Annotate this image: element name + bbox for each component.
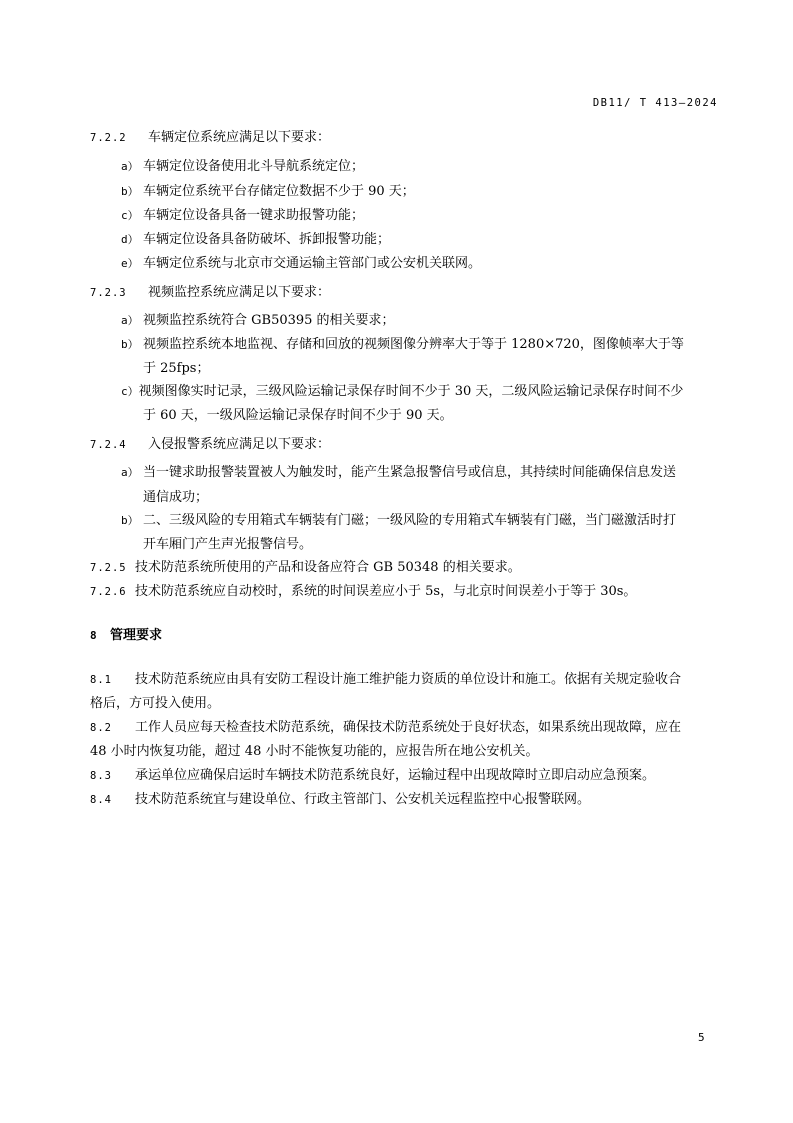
page-number: 5	[698, 1031, 705, 1044]
clause-text: 视频监控系统应满足以下要求：	[148, 285, 331, 300]
clause-8-4	[90, 788, 590, 807]
clause-text-continuation: 格后，方可投入使用。	[90, 696, 221, 711]
section-heading-8	[90, 624, 162, 643]
clause-7-2-4	[90, 433, 330, 452]
item-text: 车辆定位系统与北京市交通运输主管部门或公安机关联网。	[143, 256, 482, 271]
item-label: b）	[121, 514, 139, 527]
clause-text: 技术防范系统应由具有安防工程设计施工维护能力资质的单位设计和施工。依据有关规定验收合	[135, 672, 682, 687]
list-item	[121, 252, 481, 271]
clause-text: 技术防范系统所使用的产品和设备应符合 GB 50348 的相关要求。	[135, 560, 521, 575]
item-text: 车辆定位系统平台存储定位数据不少于 90 天；	[143, 184, 415, 199]
clause-text: 入侵报警系统应满足以下要求：	[148, 437, 331, 452]
item-label: d）	[121, 233, 139, 246]
clause-number: 8.4	[90, 794, 112, 806]
clause-8-1	[90, 668, 681, 687]
list-item	[121, 180, 415, 199]
item-text: 车辆定位设备具备一键求助报警功能；	[143, 208, 365, 223]
list-item	[121, 333, 684, 352]
list-item	[121, 155, 364, 174]
clause-number: 8.1	[90, 674, 112, 686]
clause-number: 8.3	[90, 770, 112, 782]
clause-8-2	[90, 716, 681, 735]
section-number: 8	[90, 629, 97, 642]
section-title: 管理要求	[110, 628, 163, 643]
clause-number: 8.2	[90, 722, 112, 734]
list-item	[121, 309, 395, 328]
clause-number: 7.2.4	[90, 439, 127, 451]
item-label: c）	[121, 209, 139, 222]
item-text-continuation: 通信成功；	[143, 490, 209, 505]
item-label: a）	[121, 160, 139, 173]
item-text-continuation: 于 60 天，一级风险运输记录保存时间不少于 90 天。	[143, 408, 453, 423]
item-label: e）	[121, 257, 139, 270]
clause-text-continuation: 48 小时内恢复功能，超过 48 小时不能恢复功能的，应报告所在地公安机关。	[90, 744, 539, 759]
clause-text: 承运单位应确保启运时车辆技术防范系统良好，运输过程中出现故障时立即启动应急预案。	[135, 768, 656, 783]
clause-text: 技术防范系统宜与建设单位、行政主管部门、公安机关远程监控中心报警联网。	[135, 792, 591, 807]
item-text-continuation: 开车厢门产生声光报警信号。	[143, 537, 313, 552]
item-text: 车辆定位设备具备防破坏、拆卸报警功能；	[143, 232, 391, 247]
list-item	[121, 380, 683, 399]
item-label: a）	[121, 314, 139, 327]
list-item	[121, 204, 364, 223]
item-text: 视频监控系统符合 GB50395 的相关要求；	[143, 313, 395, 328]
list-item	[121, 461, 676, 480]
item-text-continuation: 于 25fps；	[143, 361, 210, 376]
clause-text: 工作人员应每天检查技术防范系统，确保技术防范系统处于良好状态，如果系统出现故障，应在	[135, 720, 682, 735]
clause-text: 技术防范系统应自动校时，系统的时间误差应小于 5s，与北京时间误差小于等于 30s。	[135, 584, 637, 599]
clause-7-2-6	[90, 580, 636, 599]
item-label: b）	[121, 338, 139, 351]
clause-text: 车辆定位系统应满足以下要求：	[148, 130, 331, 145]
item-text: 视频图像实时记录，三级风险运输记录保存时间不少于 30 天，二级风险运输记录保存时间不少	[138, 384, 684, 399]
clause-7-2-3	[90, 281, 330, 300]
item-text: 二、三级风险的专用箱式车辆装有门磁；一级风险的专用箱式车辆装有门磁，当门磁激活时打	[143, 513, 677, 528]
item-text: 视频监控系统本地监视、存储和回放的视频图像分辨率大于等于 1280×720，图像帧率大于等	[143, 337, 684, 352]
item-text: 当一键求助报警装置被人为触发时，能产生紧急报警信号或信息，其持续时间能确保信息发送	[143, 465, 677, 480]
clause-number: 7.2.2	[90, 132, 127, 144]
clause-8-3	[90, 764, 655, 783]
item-label: b）	[121, 185, 139, 198]
clause-number: 7.2.3	[90, 287, 127, 299]
list-item	[121, 228, 390, 247]
clause-7-2-2	[90, 126, 330, 145]
clause-7-2-5	[90, 556, 521, 575]
document-code: DB11/ T 413—2024	[592, 97, 718, 109]
list-item	[121, 509, 676, 528]
clause-number: 7.2.6	[90, 586, 127, 598]
item-label: a）	[121, 466, 139, 479]
item-text: 车辆定位设备使用北斗导航系统定位；	[143, 159, 365, 174]
clause-number: 7.2.5	[90, 562, 127, 574]
item-label: c）	[121, 385, 139, 398]
